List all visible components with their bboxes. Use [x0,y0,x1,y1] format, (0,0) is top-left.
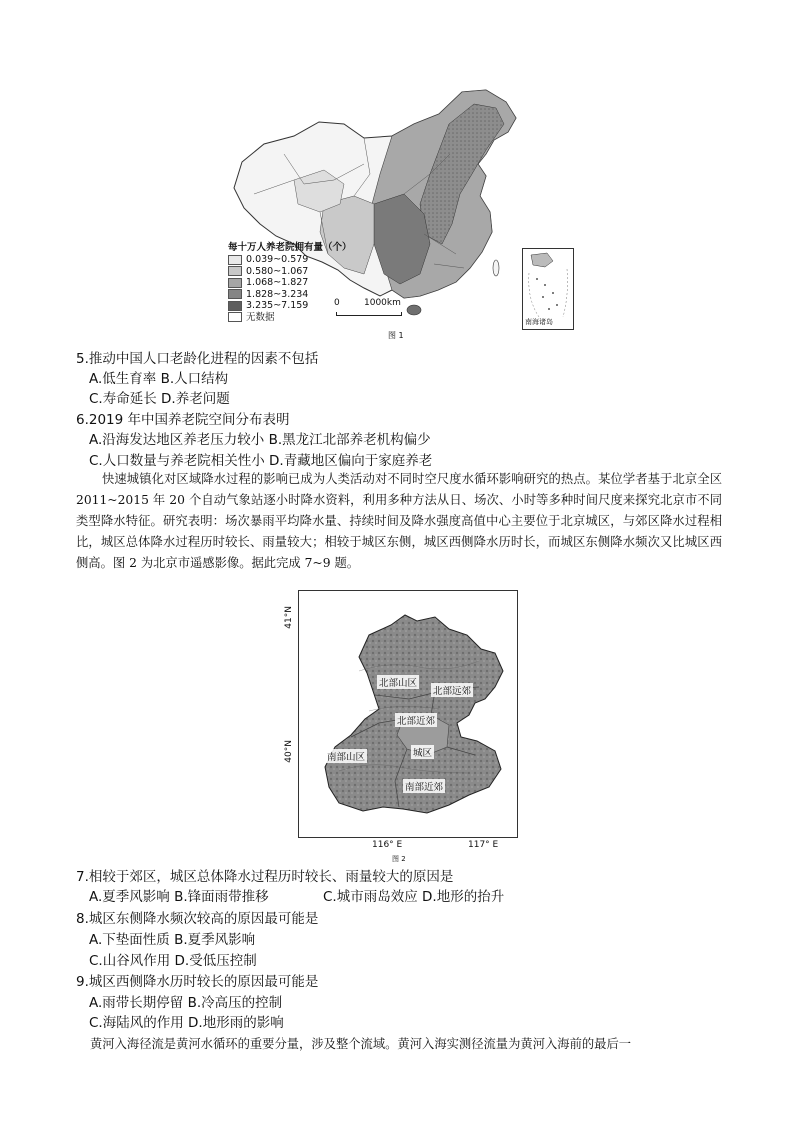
map-legend [228,242,352,323]
region-city: 城区 [411,745,434,759]
scale-end-label: 1000km [364,298,401,308]
q5-stem: 5.推动中国人口老龄化进程的因素不包括 [76,351,319,367]
q9-stem: 9.城区西侧降水历时较长的原因最可能是 [76,974,319,990]
region-north-far-suburb: 北部远郊 [431,683,473,697]
region-south-near-suburb: 南部近郊 [403,779,445,793]
figure-1-caption: 图 1 [388,331,404,340]
q5-options-1: A.低生育率 B.人口结构 [89,371,229,387]
legend-item [228,312,352,324]
legend-swatch [228,312,242,322]
q6-options-2: C.人口数量与养老院相关性小 D.青藏地区偏向于家庭养老 [89,453,433,469]
region-south-mountain: 南部山区 [325,749,367,763]
legend-swatch [228,289,242,299]
q8-options-1: A.下垫面性质 B.夏季风影响 [89,932,256,948]
q7-options-cd: C.城市雨岛效应 D.地形的抬升 [323,889,505,905]
legend-title: 每十万人养老院拥有量（个） [228,242,352,253]
passage-urban-rainfall: 快速城镇化对区域降水过程的影响已成为人类活动对不同时空尺度水循环影响研究的热点。某位学者基于北京全区 2011~2015 年 20 个自动气象站逐小时降水资料，利用多种方法从日、场次、小时等多种时间尺度来探究北京市不同类型降水特征。研究表明：场次暴雨平均降水量、持续时间及降水强度高值中心主要位于北京城区，与郊区降水过程相比，城区总体降水过程历时较长、雨量较大；相较于城区东侧，城区西侧降水历时长，而城区东侧降水频次又比城区西侧高。图 2 为北京市遥感影像。据此完成 7~9 题。 [76,472,722,570]
q7-options-ab: A.夏季风影响 B.锋面雨带推移 [89,889,269,905]
legend-range: 无数据 [246,311,275,323]
legend-range: 3.235~7.159 [246,300,309,311]
scale-line [336,312,402,316]
q9-options-2: C.海陆风的作用 D.地形雨的影响 [89,1015,284,1031]
legend-item [228,300,352,312]
hainan-island [407,305,421,315]
figure-1 [224,84,572,342]
inset-label: 南海诸岛 [525,318,553,326]
legend-swatch [228,255,242,265]
legend-item [228,266,352,278]
legend-swatch [228,278,242,288]
lon-117-label: 117° E [468,840,499,850]
figure-2-caption: 图 2 [392,855,406,863]
legend-item [228,254,352,266]
legend-rows [228,254,352,323]
legend-swatch [228,301,242,311]
south-china-sea-inset [522,248,574,330]
scale-bar [334,298,404,318]
q9-options-1: A.雨带长期停留 B.冷高压的控制 [89,995,283,1011]
legend-swatch [228,266,242,276]
q5-options-2: C.寿命延长 D.养老问题 [89,391,230,407]
lon-116-label: 116° E [372,840,403,850]
legend-item [228,289,352,301]
q8-options-2: C.山谷风作用 D.受低压控制 [89,953,257,969]
remote-sensing-frame [298,590,518,838]
passage-yellow-river: 黄河入海径流是黄河水循环的重要分量，涉及整个流域。黄河入海实测径流量为黄河入海前的最后一 [90,1037,632,1051]
legend-range: 0.039~0.579 [246,254,309,265]
legend-item [228,277,352,289]
legend-range: 1.828~3.234 [246,288,309,300]
lat-41-label: 41°N [284,606,294,629]
region-north-mountain: 北部山区 [377,675,419,689]
q7-stem: 7.相较于郊区，城区总体降水过程历时较长、雨量较大的原因是 [76,869,454,885]
scale-start-label: 0 [334,298,340,308]
lat-40-label: 40°N [284,740,294,763]
legend-range: 0.580~1.067 [246,265,309,277]
taiwan-island [493,260,499,276]
region-north-near-suburb: 北部近郊 [395,713,437,727]
figure-2 [282,590,518,864]
q6-options-1: A.沿海发达地区养老压力较小 B.黑龙江北部养老机构偏少 [89,432,431,448]
q8-stem: 8.城区东侧降水频次较高的原因最可能是 [76,911,319,927]
legend-range: 1.068~1.827 [246,277,309,288]
q6-stem: 6.2019 年中国养老院空间分布表明 [76,412,290,428]
